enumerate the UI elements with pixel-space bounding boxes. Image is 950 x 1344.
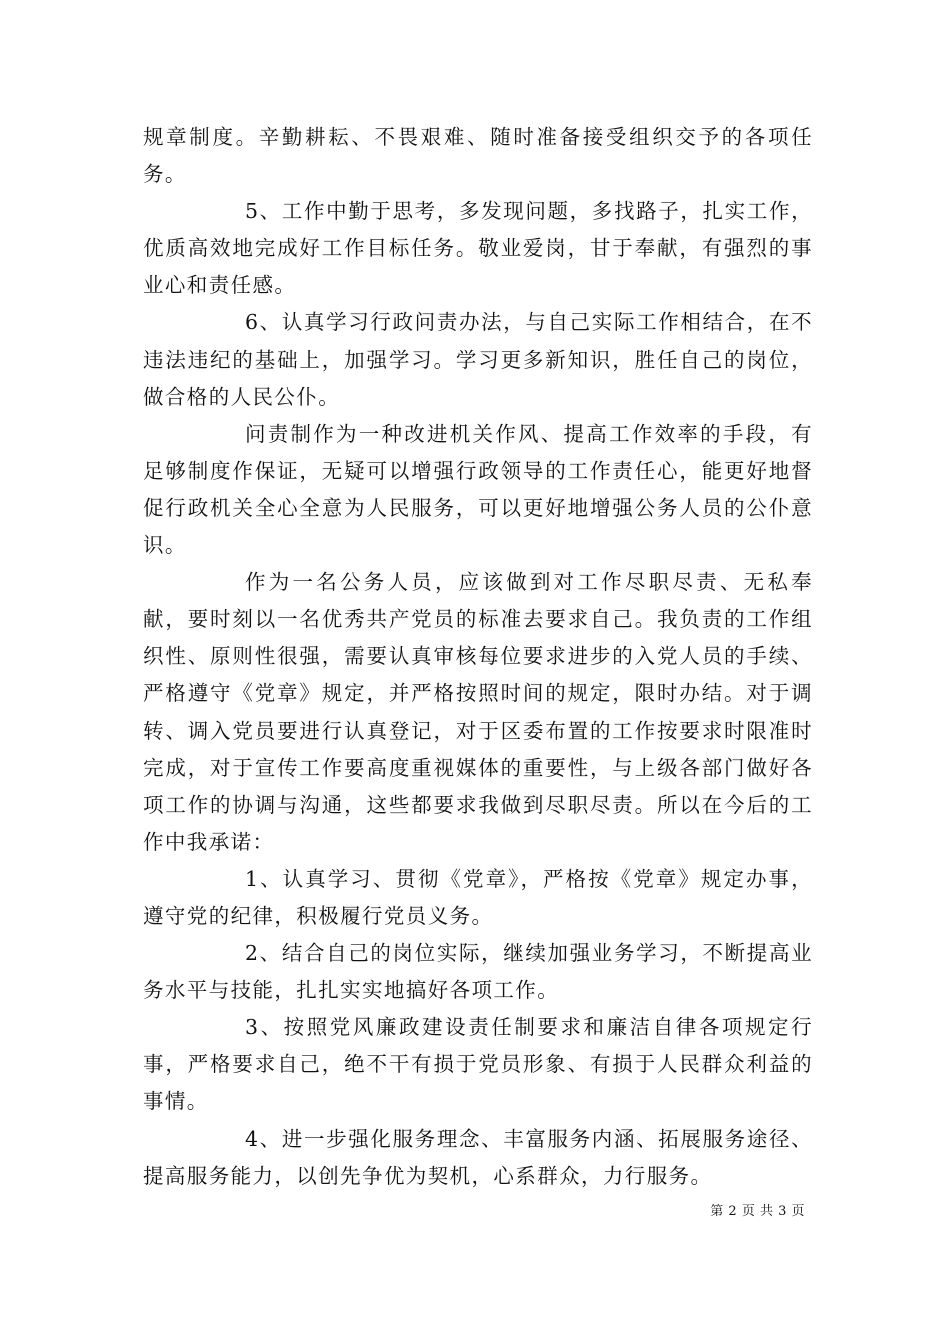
paragraph: 1、认真学习、贯彻《党章》，严格按《党章》规定办事，遵守党的纪律，积极履行党员义务。: [143, 866, 813, 928]
page-number: 第 2 页 共 3 页: [710, 1204, 805, 1219]
paragraph: 4、进一步强化服务理念、丰富服务内涵、拓展服务途径、提高服务能力，以创先争优为契机，心系群众，力行服务。: [143, 1126, 813, 1188]
document-body: [143, 119, 813, 1195]
paragraph: 6、认真学习行政问责办法，与自己实际工作相结合，在不违法违纪的基础上，加强学习。学习更多新知识，胜任自己的岗位，做合格的人民公仆。: [143, 310, 813, 409]
paragraph: 规章制度。辛勤耕耘、不畏艰难、随时准备接受组织交予的各项任务。: [143, 125, 813, 187]
paragraph: 2、结合自己的岗位实际，继续加强业务学习，不断提高业务水平与技能，扎扎实实地搞好各项工作。: [143, 941, 813, 1003]
paragraph: 3、按照党风廉政建设责任制要求和廉洁自律各项规定行事，严格要求自己，绝不干有损于党员形象、有损于人民群众利益的事情。: [143, 1015, 813, 1114]
paragraph: 作为一名公务人员，应该做到对工作尽职尽责、无私奉献，要时刻以一名优秀共产党员的标准去要求自己。我负责的工作组织性、原则性很强，需要认真审核每位要求进步的入党人员的手续、严格遵守《党章》规定，并严格按照时间的规定，限时办结。对于调转、调入党员要进行认真登记，对于区委布置的工作按要求时限准时完成，对于宣传工作要高度重视媒体的重要性，与上级各部门做好各项工作的协调与沟通，这些都要求我做到尽职尽责。所以在今后的工作中我承诺：: [143, 570, 813, 854]
paragraph: 5、工作中勤于思考，多发现问题，多找路子，扎实工作，优质高效地完成好工作目标任务。敬业爱岗，甘于奉献，有强烈的事业心和责任感。: [143, 199, 813, 298]
paragraph: 问责制作为一种改进机关作风、提高工作效率的手段，有足够制度作保证，无疑可以增强行政领导的工作责任心，能更好地督促行政机关全心全意为人民服务，可以更好地增强公务人员的公仆意识。: [143, 421, 813, 558]
